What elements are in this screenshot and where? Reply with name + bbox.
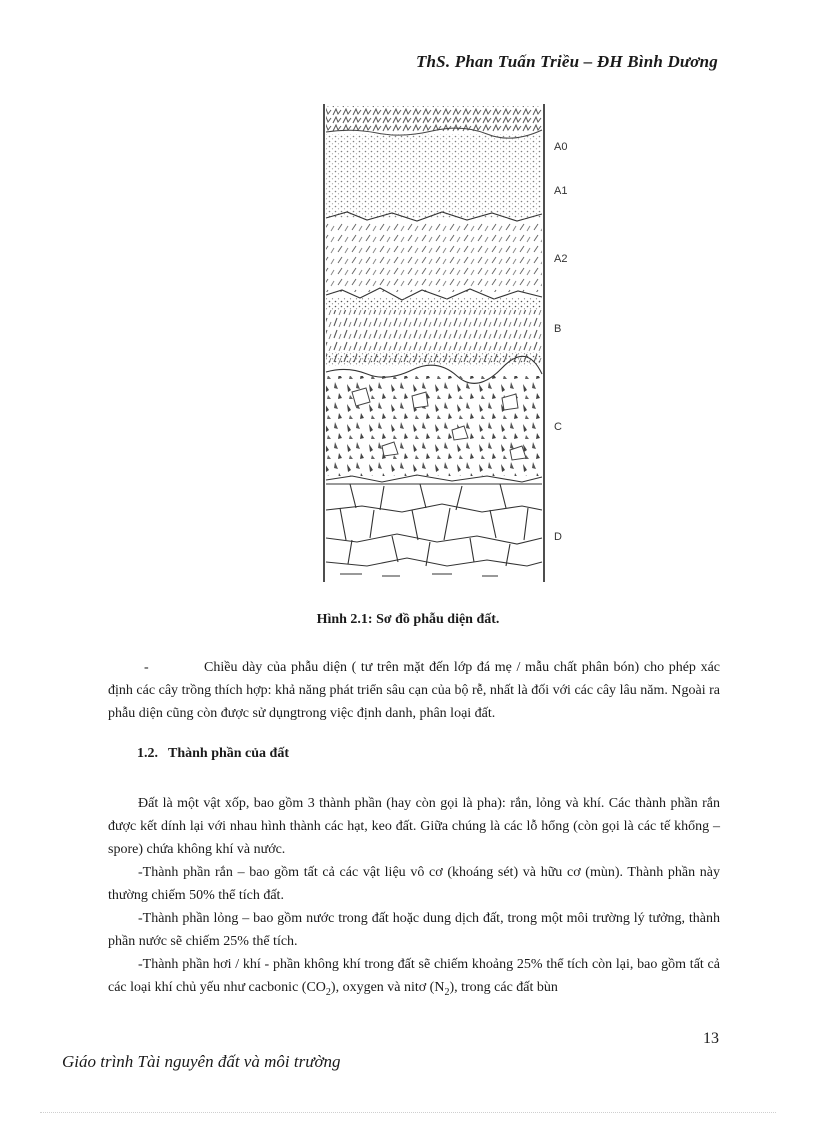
paragraph-liquid: -Thành phần lỏng – bao gồm nước trong đất hoặc dung dịch đất, trong một môi trường lý tưởng, thành phần nước sẽ chiếm 25% thể tích.	[108, 911, 720, 949]
horizon-label-d: D	[554, 531, 562, 543]
section-title: Thành phần của đất	[168, 746, 290, 761]
section-heading	[137, 746, 289, 762]
soil-profile-figure	[322, 100, 568, 586]
paragraph-profile-depth	[108, 656, 720, 725]
page-number: 13	[703, 1030, 719, 1047]
soil-profile-column	[324, 104, 544, 582]
figure-caption-label: Hình 2.1:	[316, 612, 373, 627]
section-number: 1.2.	[137, 746, 158, 761]
figure-caption-text: Sơ đồ phẫu diện đất.	[376, 612, 500, 627]
horizon-label-a0: A0	[554, 141, 568, 153]
paragraph-intro: Đất là một vật xốp, bao gồm 3 thành phần (hay còn gọi là pha): rắn, lỏng và khí. Các thành phần rắn được kết dính lại với nhau hình thành các hạt, keo đất. Giữa chúng là các lỗ hổng (còn gọi là các tế khổng – spore) chứa không khí và nước.	[108, 796, 720, 857]
running-footer: Giáo trình Tài nguyên đất và môi trường	[62, 1052, 341, 1071]
list-dash: -	[144, 660, 149, 675]
horizon-label-c: C	[554, 421, 562, 433]
horizon-label-b: B	[554, 323, 562, 335]
paragraph-solid: -Thành phần rắn – bao gồm tất cả các vật liệu vô cơ (khoáng sét) và hữu cơ (mùn). Thành phần này thường chiếm 50% thể tích đất.	[108, 865, 720, 903]
paragraph-text: Chiều dày của phẫu diện ( tư trên mặt đến lớp đá mẹ / mẫu chất phân bón) cho phép xác định các cây trồng thích hợp: khả năng phát triển sâu cạn của bộ rễ, nhất là đối với các cây lâu năm. Ngoài ra phẫu diện cũng còn được sử dụngtrong việc định danh, phân loại đất.	[108, 660, 720, 721]
paragraph-gas	[108, 953, 720, 1004]
body-section-composition	[108, 792, 720, 1004]
page-bottom-rule	[40, 1112, 776, 1113]
figure-caption	[0, 612, 816, 628]
gas-text-mid: ), oxygen và nitơ (N	[330, 980, 445, 995]
running-header: ThS. Phan Tuấn Triều – ĐH Bình Dương	[415, 52, 718, 71]
gas-text-start: -Thành phần hơi / khí - phần không khí trong đất sẽ chiếm khoảng 25% thể tích còn lại, bao gồm tất cả các loại khí chủ yếu như cacbonic (CO	[108, 957, 720, 995]
co2-subscript: 2	[325, 986, 331, 998]
horizon-label-a2: A2	[554, 253, 568, 265]
n2-subscript: 2	[444, 986, 450, 998]
horizon-label-a1: A1	[554, 185, 568, 197]
gas-text-end: ), trong các đất bùn	[449, 980, 558, 995]
